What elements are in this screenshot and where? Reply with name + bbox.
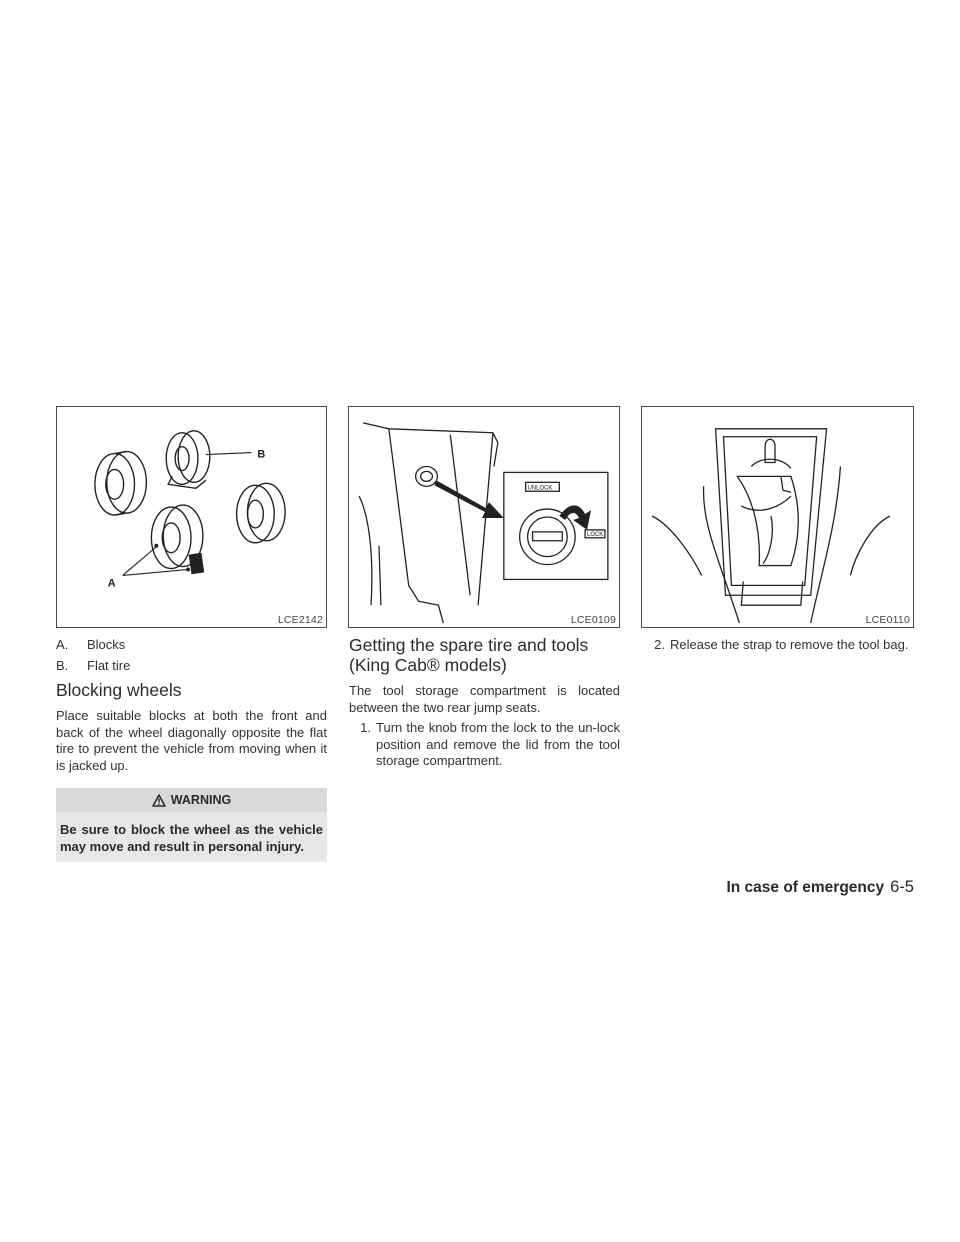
legend-item [56, 637, 327, 654]
lock-knob-illustration [349, 407, 619, 627]
heading-line-2: (King Cab® models) [349, 655, 507, 675]
callout-b: B [257, 448, 266, 461]
step-number: 1. [360, 720, 371, 735]
figure-code: LCE0109 [570, 614, 616, 626]
callout-a: A [107, 577, 116, 590]
figure-lock-knob [348, 406, 620, 628]
step-number: 2. [654, 637, 665, 652]
section-heading: Blocking wheels [56, 680, 182, 700]
heading-line-1: Getting the spare tire and tools [349, 635, 589, 655]
tool-bag-illustration [642, 407, 913, 627]
warning-text: Be sure to block the wheel as the vehicle may move and result in personal injury. [56, 814, 327, 862]
figure-tool-bag [641, 406, 914, 628]
warning-title: WARNING [170, 792, 232, 807]
figure-code: LCE2142 [277, 614, 323, 626]
label-lock: LOCK [587, 531, 604, 538]
warning-triangle-icon [152, 794, 166, 807]
page-number: 6-5 [890, 878, 914, 896]
warning-box [56, 788, 327, 862]
page-footer [726, 878, 914, 897]
legend-key: B. [56, 657, 69, 673]
tires-illustration [57, 407, 326, 627]
column-blocking-wheels [56, 637, 327, 862]
legend-item [56, 658, 327, 675]
step-text: Release the strap to remove the tool bag. [670, 637, 909, 652]
legend-text: Flat tire [87, 657, 131, 673]
label-unlock: UNLOCK [527, 485, 553, 492]
legend-text: Blocks [87, 637, 126, 652]
step-item [349, 720, 620, 770]
legend-key: A. [56, 637, 69, 652]
body-paragraph: The tool storage compartment is located between the two rear jump seats. [349, 683, 620, 715]
body-paragraph: Place suitable blocks at both the front and back of the wheel diagonally opposite the flat tire to prevent the vehicle from moving when it is jacked up. [56, 708, 327, 773]
column-spare-tire [349, 637, 620, 774]
section-heading [349, 635, 620, 675]
section-name: In case of emergency [726, 879, 885, 896]
step-item [643, 637, 914, 654]
column-tool-bag [643, 637, 914, 658]
warning-header [56, 788, 327, 812]
figure-code: LCE0110 [865, 614, 910, 626]
step-text: Turn the knob from the lock to the un-lock position and remove the lid from the tool storage compartment. [376, 720, 620, 768]
figure-blocking-wheels [56, 406, 327, 628]
